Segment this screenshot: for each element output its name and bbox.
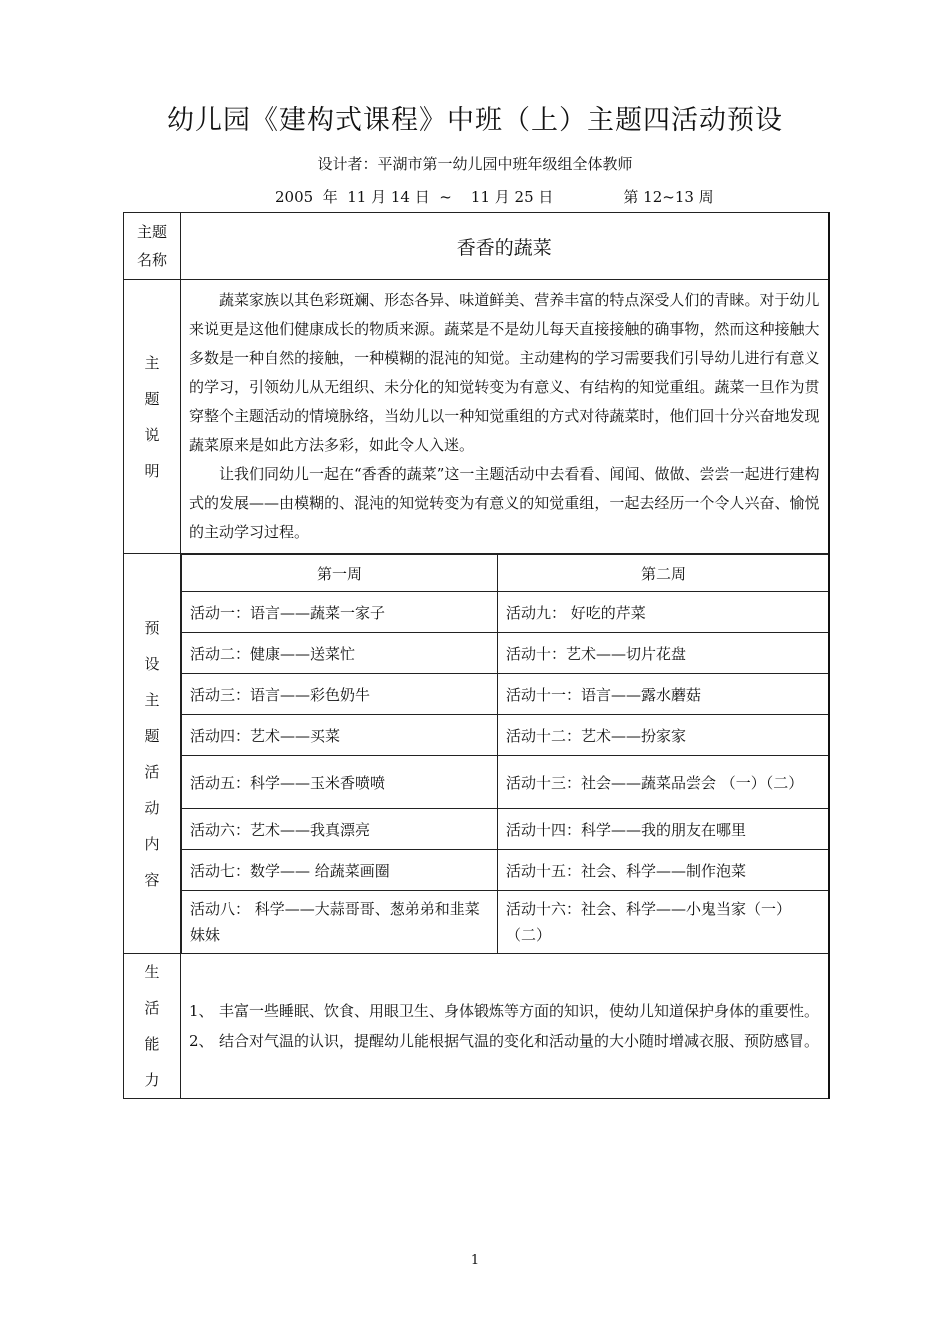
activities-row <box>124 554 829 954</box>
activity-week2: 活动十：艺术——切片花盘 <box>498 633 830 674</box>
activity-row <box>182 756 830 809</box>
activity-week1: 活动四：艺术——买菜 <box>182 715 498 756</box>
activity-row <box>182 715 830 756</box>
life-skill-item <box>189 1026 820 1056</box>
label-char: 明 <box>144 461 160 480</box>
week-range: 第 12~13 周 <box>623 188 714 206</box>
activity-week1: 活动七：数学—— 给蔬菜画圈 <box>182 850 498 891</box>
label-char: 预 <box>144 618 160 637</box>
week1-header: 第一周 <box>182 555 498 592</box>
activity-week1: 活动八： 科学——大蒜哥哥、葱弟弟和韭菜妹妹 <box>182 891 498 954</box>
label-char: 能 <box>144 1035 160 1053</box>
label-char: 动 <box>144 798 160 817</box>
activity-week1: 活动一：语言——蔬菜一家子 <box>182 592 498 633</box>
activity-row <box>182 891 830 954</box>
label-char: 设 <box>144 654 160 673</box>
activity-week2: 活动九： 好吃的芹菜 <box>498 592 830 633</box>
activity-week1: 活动三：语言——彩色奶牛 <box>182 674 498 715</box>
label-char: 活 <box>144 762 160 781</box>
page-number: 1 <box>470 1253 480 1268</box>
activity-week1: 活动五：科学——玉米香喷喷 <box>182 756 498 809</box>
activity-week2: 活动十五：社会、科学——制作泡菜 <box>498 850 830 891</box>
page-title: 幼儿园《建构式课程》中班（上）主题四活动预设 <box>167 105 783 136</box>
activities-grid-cell <box>181 554 829 954</box>
activity-week1: 活动六：艺术——我真漂亮 <box>182 809 498 850</box>
desc-paragraph-1: 蔬菜家族以其色彩斑斓、形态各异、味道鲜美、营养丰富的特点深受人们的青睐。对于幼儿来说更是这他们健康成长的物质来源。蔬菜是不是幼儿每天直接接触的确事物，然而这种接触大多数是一种自然的接触，一种模糊的混沌的知觉。主动建构的学习需要我们引导幼儿进行有意义的学习，引领幼儿从无组织、未分化的知觉转变为有意义、有结构的知觉重组。蔬菜一旦作为贯穿整个主题活动的情境脉络，当幼儿以一种知觉重组的方式对待蔬菜时，他们回十分兴奋地发现蔬菜原来是如此方法多彩，如此令人入迷。 <box>189 291 820 454</box>
activity-week2: 活动十二：艺术——扮家家 <box>498 715 830 756</box>
activity-row <box>182 674 830 715</box>
label-char: 主 <box>144 353 160 372</box>
theme-desc-content <box>181 280 829 554</box>
week2-header: 第二周 <box>498 555 830 592</box>
label-char: 说 <box>144 425 160 444</box>
life-skills-row <box>124 954 829 1099</box>
label-char: 容 <box>144 870 160 889</box>
theme-name-label-line1: 主题 <box>136 223 167 241</box>
activity-week2: 活动十六：社会、科学——小鬼当家（一）（二） <box>498 891 830 954</box>
label-char: 主 <box>144 690 160 709</box>
designer-line: 设计者：平湖市第一幼儿园中班年级组全体教师 <box>317 155 633 173</box>
activity-row <box>182 592 830 633</box>
theme-name-label-line2: 名称 <box>136 251 167 269</box>
life-skill-item <box>189 996 820 1026</box>
week-header-row <box>182 555 830 592</box>
activity-week2: 活动十三：社会——蔬菜品尝会 （一）（二） <box>498 756 830 809</box>
activity-row <box>182 809 830 850</box>
activity-row <box>182 850 830 891</box>
activity-week2: 活动十一：语言——露水蘑菇 <box>498 674 830 715</box>
activity-week1: 活动二：健康——送菜忙 <box>182 633 498 674</box>
label-char: 力 <box>144 1071 160 1089</box>
theme-name-value: 香香的蔬菜 <box>181 213 829 280</box>
activities-grid <box>181 554 830 953</box>
date-line <box>275 186 714 207</box>
plan-table <box>123 212 830 1099</box>
date-range: 2005 年 11 月 14 日 ~ 11 月 25 日 <box>275 188 554 206</box>
label-char: 活 <box>144 999 160 1017</box>
theme-name-label <box>124 213 181 280</box>
desc-paragraph-2: 让我们同幼儿一起在“香香的蔬菜”这一主题活动中去看看、闻闻、做做、尝尝一起进行建构式的发展——由模糊的、混沌的知觉转变为有意义的知觉重组，一起去经历一个令人兴奋、愉悦的主动学习过程。 <box>189 465 820 541</box>
life-skills-content <box>181 954 829 1099</box>
life-skill-number: 1、 <box>189 1002 214 1020</box>
label-char: 题 <box>144 726 160 745</box>
label-char: 生 <box>144 963 160 981</box>
label-char: 题 <box>144 389 160 408</box>
life-skill-number: 2、 <box>189 1032 214 1050</box>
life-skill-text: 结合对气温的认识，提醒幼儿能根据气温的变化和活动量的大小随时增减衣服、预防感冒。 <box>219 1032 820 1050</box>
life-skills-label <box>124 954 181 1099</box>
label-char: 内 <box>144 834 160 853</box>
activity-row <box>182 633 830 674</box>
theme-name-row <box>124 213 829 280</box>
life-skill-text: 丰富一些睡眠、饮食、用眼卫生、身体锻炼等方面的知识，使幼儿知道保护身体的重要性。 <box>219 1002 820 1020</box>
theme-desc-label <box>124 280 181 554</box>
activities-label <box>124 554 181 954</box>
activity-week2: 活动十四：科学——我的朋友在哪里 <box>498 809 830 850</box>
theme-desc-row <box>124 280 829 554</box>
